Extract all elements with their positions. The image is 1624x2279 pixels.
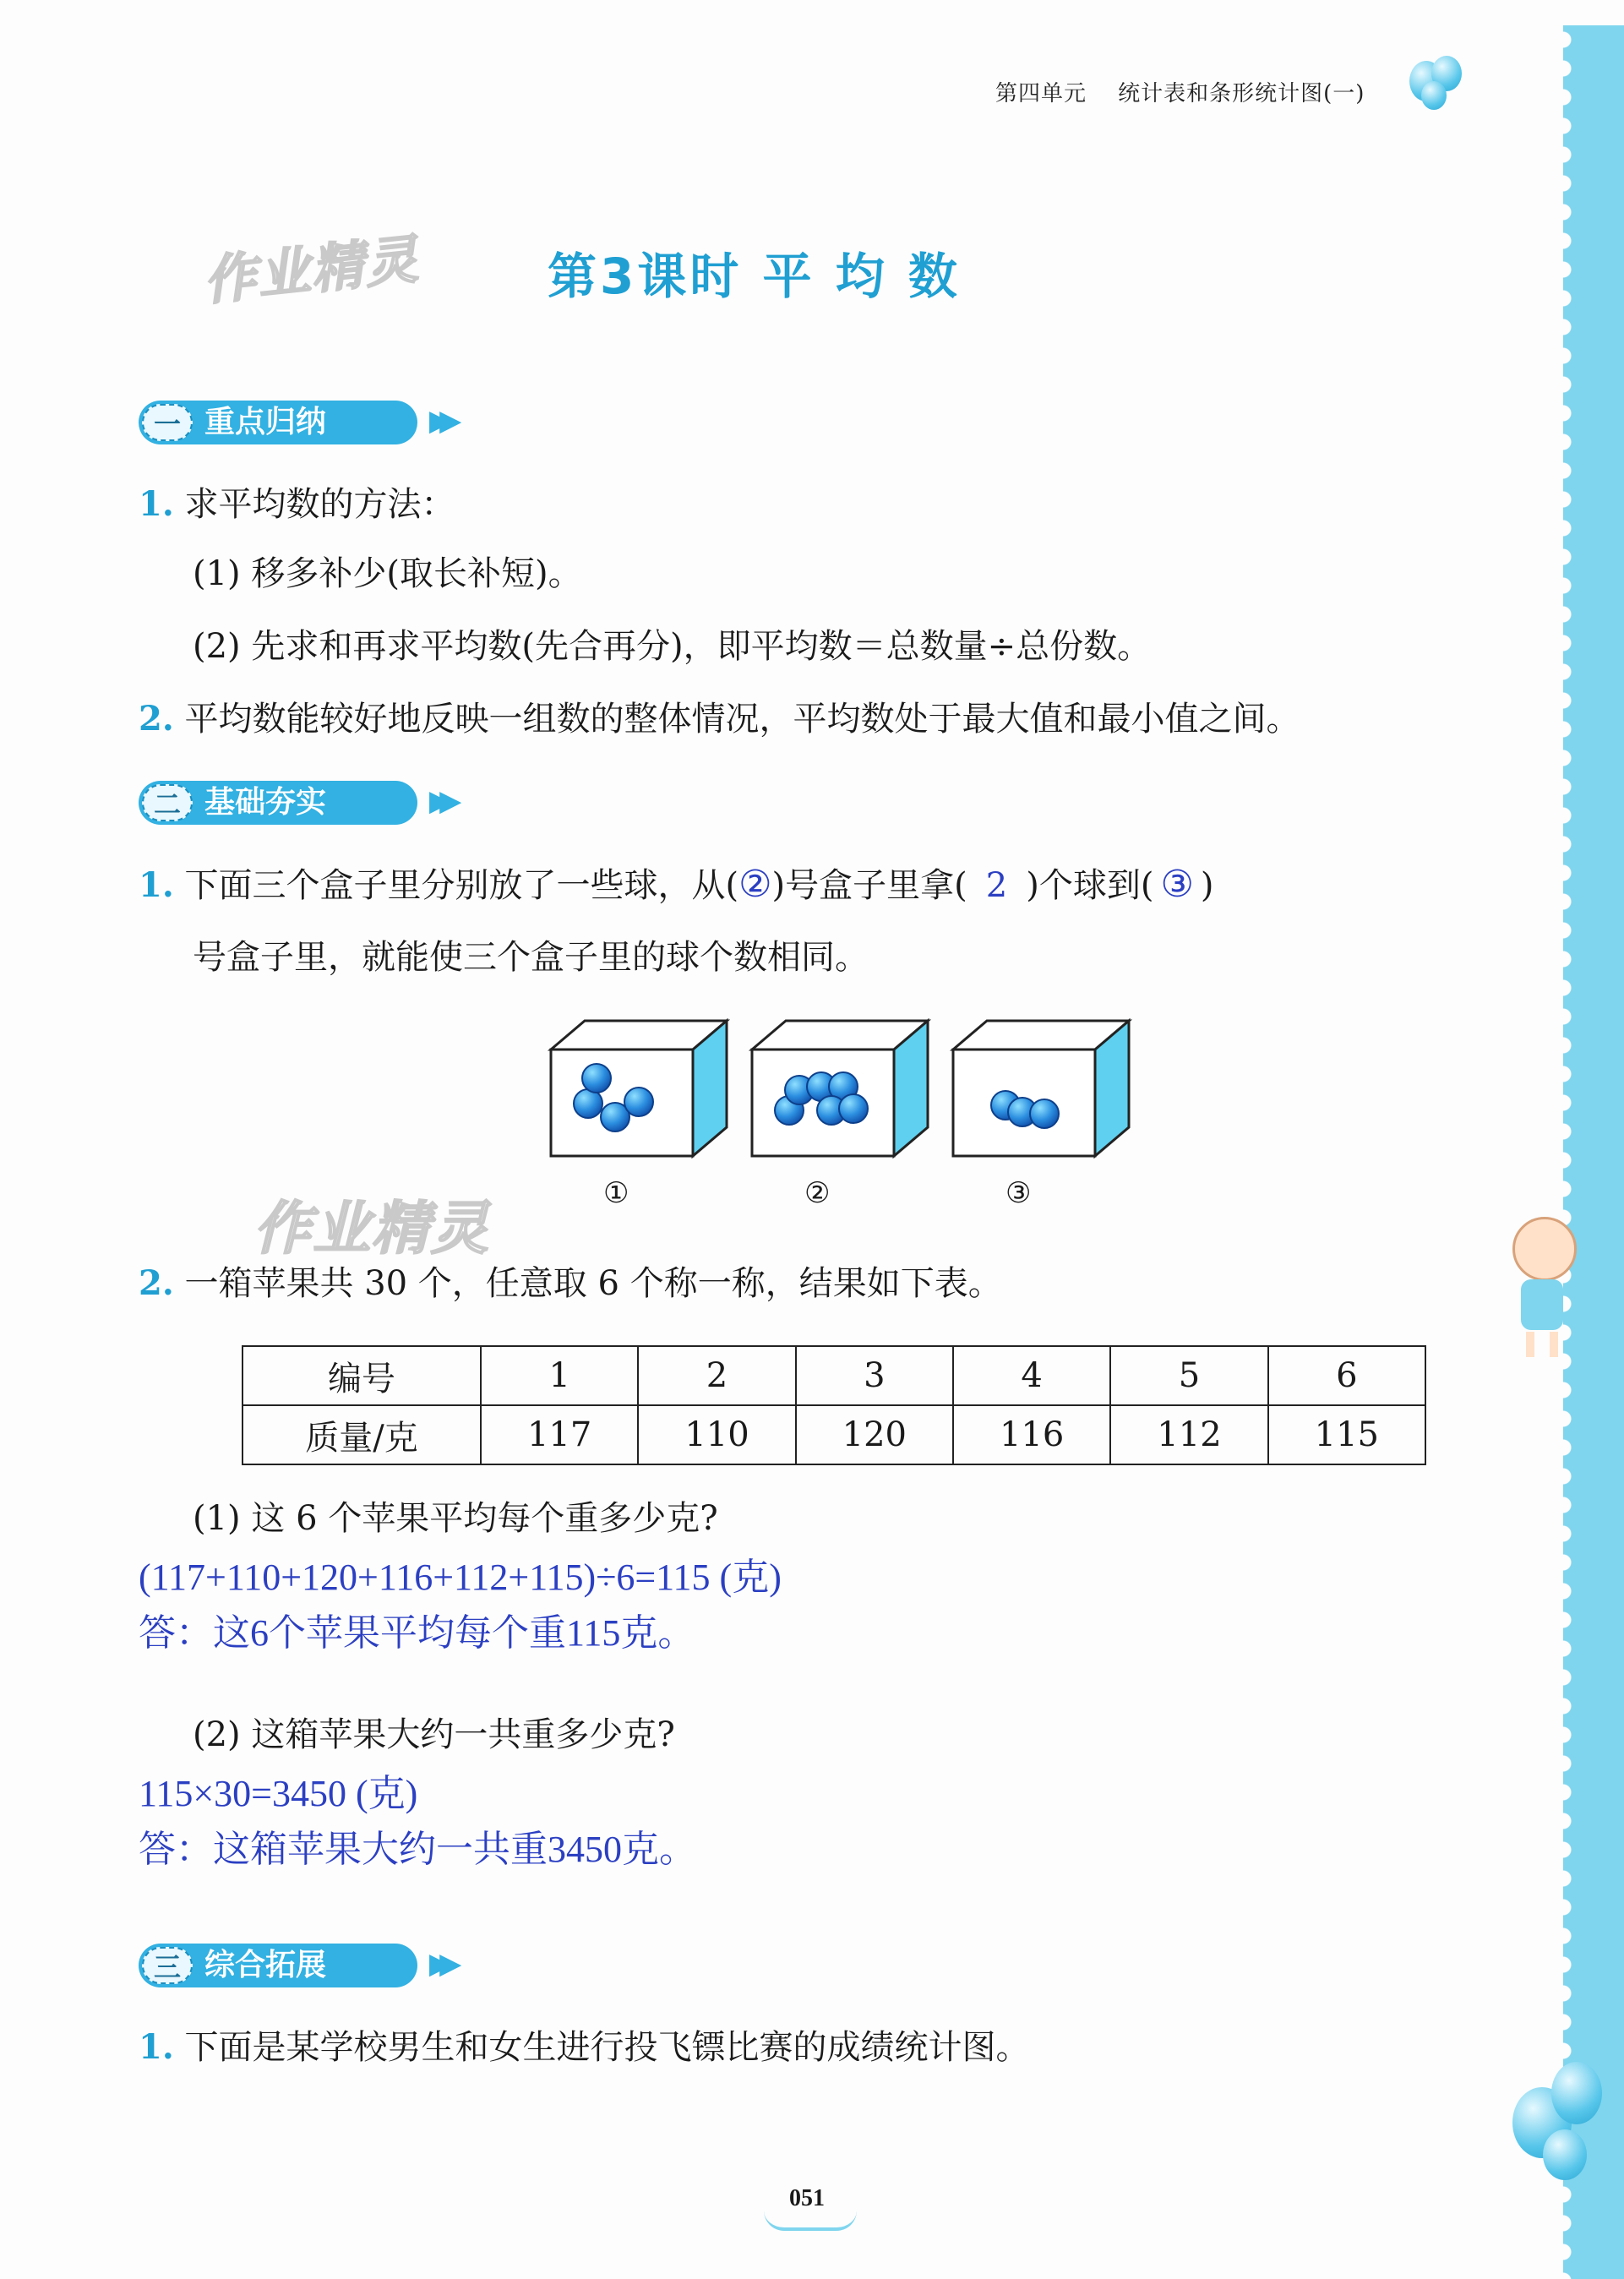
section-number: 一 [142, 404, 193, 441]
ball [624, 1088, 653, 1116]
handwritten-calculation: 115×30=3450 (克) [139, 1773, 418, 1814]
double-arrow-icon: ▶▶ [429, 1947, 450, 1981]
table-cell: 120 [796, 1405, 953, 1464]
answer-box-number: ② [738, 863, 772, 906]
double-arrow-icon: ▶▶ [429, 784, 450, 818]
section-number: 三 [142, 1947, 193, 1984]
watermark-logo: 作业精灵 [200, 227, 422, 313]
row-header: 质量/克 [243, 1405, 481, 1464]
question-text: ) [1200, 866, 1214, 905]
page-number-swoosh [764, 2211, 857, 2231]
balloon-icon [1543, 2129, 1587, 2180]
basic-question-1 [139, 862, 1214, 908]
section-extend [139, 1944, 450, 1987]
watermark-logo: 作业精灵 [253, 1196, 491, 1262]
box-label-1: ① [603, 1176, 629, 1210]
handwritten-answer: 答：这箱苹果大约一共重3450克。 [139, 1829, 696, 1870]
section-label: 基础夯实 [204, 785, 327, 820]
box-label-2: ② [804, 1176, 831, 1210]
keypoint-text: 求平均数的方法： [184, 485, 455, 524]
question-number: 1. [139, 865, 174, 905]
section-label: 综合拓展 [204, 1948, 327, 1982]
table-cell: 112 [1110, 1405, 1267, 1464]
unit-title: 统计表和条形统计图(一) [1118, 81, 1365, 106]
ball-boxes-figure [548, 1017, 1139, 1224]
page-number: 051 [789, 2185, 825, 2211]
box-front [551, 1050, 693, 1156]
question-text: 下面三个盒子里分别放了一些球，从( [184, 866, 739, 905]
table-row [243, 1346, 1425, 1405]
question-text: )号盒子里拿( [771, 866, 967, 905]
question-number: 2. [139, 699, 174, 739]
balloon-icon [1551, 2062, 1602, 2124]
table-cell: 3 [796, 1346, 953, 1405]
section-label: 重点归纳 [204, 405, 327, 439]
unit-label: 第四单元 [995, 81, 1087, 106]
keypoint-1 [139, 482, 455, 527]
right-wave-edge [1563, 25, 1580, 2279]
girl-illustration [1504, 1217, 1580, 1360]
question-number: 1. [139, 484, 174, 524]
keypoint-text: 平均数能较好地反映一组数的整体情况，平均数处于最大值和最小值之间。 [184, 700, 1300, 739]
boxes-svg [548, 1017, 1139, 1220]
answer-ball-count: 2 [985, 866, 1008, 905]
table-cell: 2 [638, 1346, 795, 1405]
answer-target-box: ③ [1160, 863, 1194, 906]
basic-question-1-line2: 号盒子里，就能使三个盒子里的球个数相同。 [193, 938, 869, 977]
row-header: 编号 [243, 1346, 481, 1405]
extend-question-1 [139, 2025, 1029, 2070]
table-cell: 110 [638, 1405, 795, 1464]
question-text: 下面是某学校男生和女生进行投飞镖比赛的成绩统计图。 [184, 2028, 1030, 2067]
keypoint-1b: (2) 先求和再求平均数(先合再分)，即平均数＝总数量÷总份数。 [193, 627, 1152, 666]
table-cell: 4 [953, 1346, 1110, 1405]
basic-question-2 [139, 1261, 1002, 1306]
ball [582, 1064, 611, 1093]
double-arrow-icon: ▶▶ [429, 404, 450, 438]
table-cell: 115 [1268, 1405, 1425, 1464]
table-cell: 116 [953, 1405, 1110, 1464]
ball [1030, 1099, 1059, 1128]
sub-question-2: (2) 这箱苹果大约一共重多少克? [193, 1715, 675, 1754]
balloon-icon [1421, 81, 1447, 110]
ball [839, 1094, 868, 1123]
ball [574, 1089, 602, 1118]
question-text: )个球到( [1026, 866, 1154, 905]
box-label-3: ③ [1005, 1176, 1032, 1210]
table-cell: 117 [481, 1405, 638, 1464]
table-cell: 1 [481, 1346, 638, 1405]
section-keypoints [139, 401, 450, 444]
table-cell: 5 [1110, 1346, 1267, 1405]
apple-weight-table [242, 1345, 1426, 1465]
handwritten-calculation: (117+110+120+116+112+115)÷6=115 (克) [139, 1557, 782, 1598]
section-number: 二 [142, 784, 193, 821]
keypoint-1a: (1) 移多补少(取长补短)。 [193, 554, 582, 593]
table-cell: 6 [1268, 1346, 1425, 1405]
sub-question-1: (1) 这 6 个苹果平均每个重多少克? [193, 1499, 718, 1538]
question-number: 1. [139, 2027, 174, 2067]
table-row [243, 1405, 1425, 1464]
question-text: 一箱苹果共 30 个，任意取 6 个称一称，结果如下表。 [184, 1264, 1002, 1303]
handwritten-answer: 答：这6个苹果平均每个重115克。 [139, 1612, 695, 1654]
question-number: 2. [139, 1263, 174, 1303]
page-title: 第3课时 平 均 数 [548, 248, 961, 305]
section-basic [139, 781, 450, 825]
keypoint-2 [139, 696, 1300, 742]
running-header [995, 76, 1365, 107]
